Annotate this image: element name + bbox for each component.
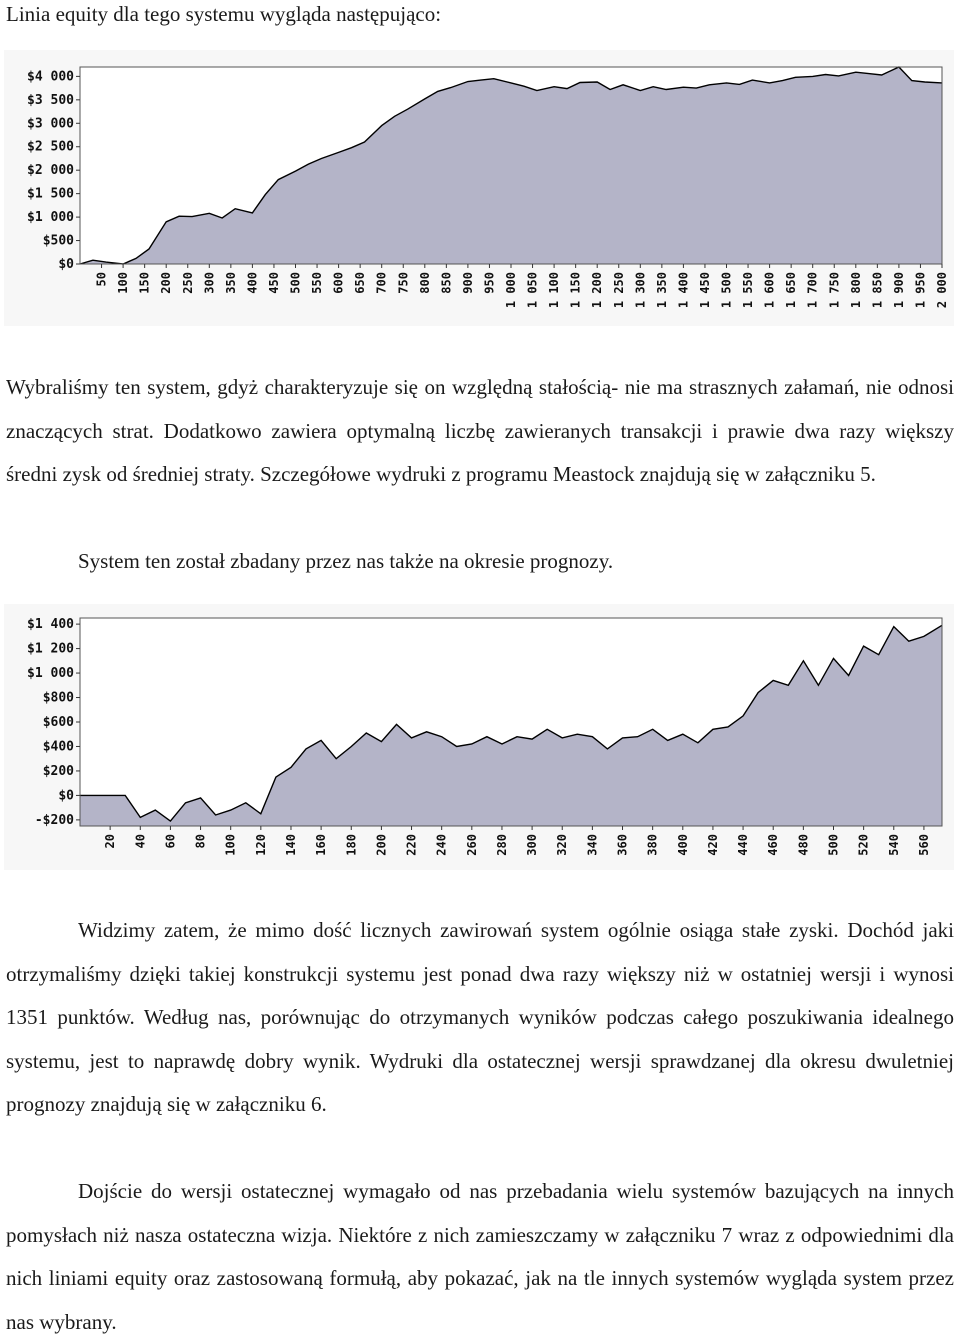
x-tick-label: 300: [202, 272, 217, 294]
y-tick-label: $2 000: [27, 163, 74, 179]
x-tick-label: 1 550: [741, 272, 756, 309]
x-tick-label: 480: [796, 834, 811, 856]
y-tick-label: $0: [58, 257, 74, 272]
x-tick-label: 1 400: [676, 272, 691, 309]
paragraph-3: Widzimy zatem, że mimo dość licznych zawirowań system ogólnie osiąga stałe zyski. Dochód jaki otrzymaliśmy dzięki takiej konstrukcji systemu jest ponad dwa razy większy niż w ostatniej wersji i wynosi 1351 punktów. Według nas, porównując do otrzymanych wyników podczas całego poszukiwania idealnego systemu, jest to naprawdę dobry wynik. Wydruki dla ostatecznej wersji sprawdzanej dla okresu dwuletniej prognozy znajdują się w załączniku 6.: [6, 918, 954, 1116]
x-tick-label: 100: [223, 834, 238, 856]
y-tick-label: $1 500: [27, 186, 74, 202]
x-tick-label: 1 750: [827, 272, 842, 309]
x-tick-label: 850: [439, 272, 454, 294]
x-tick-label: 380: [645, 834, 660, 856]
x-tick-label: 100: [116, 272, 131, 294]
y-tick-label: $600: [42, 715, 74, 730]
paragraph-1: Wybraliśmy ten system, gdyż charakteryzuje się on względną stałością- nie ma strasznych załamań, nie odnosi znaczących strat. Dodatkowo zawiera optymalną liczbę zawieranych transakcji i prawie dwa razy większy średni zysk od średniej straty. Szczegółowe wydruki z programu Meastock znajdują się w załączniku 5.: [6, 375, 954, 486]
x-tick-label: 400: [675, 834, 690, 856]
y-tick-label: $1 000: [27, 666, 74, 682]
equity-chart-1: [4, 50, 954, 326]
x-tick-label: 500: [288, 272, 303, 294]
x-tick-label: 750: [396, 272, 411, 294]
x-tick-label: 180: [344, 834, 359, 856]
x-tick-label: 420: [705, 834, 720, 856]
heading: Linia equity dla tego systemu wygląda następująco:: [6, 2, 442, 26]
x-tick-label: 1 050: [525, 272, 540, 309]
x-tick-label: 80: [193, 834, 208, 849]
x-tick-label: 250: [180, 272, 195, 294]
x-tick-label: 540: [886, 834, 901, 856]
y-tick-label: $4 000: [27, 69, 74, 85]
x-tick-label: 1 800: [848, 272, 863, 309]
x-tick-label: 650: [353, 272, 368, 294]
x-tick-label: 400: [245, 272, 260, 294]
x-tick-label: 1 200: [590, 272, 605, 309]
y-tick-label: $800: [42, 690, 74, 706]
x-tick-label: 1 650: [784, 272, 799, 309]
y-tick-label: $0: [58, 788, 74, 804]
x-tick-label: 50: [94, 272, 109, 287]
x-tick-label: 20: [103, 834, 118, 849]
x-tick-label: 500: [826, 834, 841, 856]
x-tick-label: 1 300: [633, 272, 648, 309]
x-tick-label: 1 450: [697, 272, 712, 309]
x-tick-label: 950: [482, 272, 497, 294]
equity-chart-1-svg: [4, 50, 954, 326]
x-tick-label: 520: [856, 834, 871, 856]
paragraph-2: System ten został zbadany przez nas także na okresie prognozy.: [78, 549, 614, 573]
x-tick-label: 900: [460, 272, 475, 294]
x-tick-label: 200: [159, 272, 174, 294]
x-tick-label: 40: [133, 834, 148, 849]
y-tick-label: $1 200: [27, 641, 74, 657]
x-tick-label: 1 600: [762, 272, 777, 309]
equity-chart-2: [4, 604, 954, 870]
x-tick-label: 2 000: [935, 272, 949, 309]
x-tick-label: 1 100: [547, 272, 562, 309]
x-tick-label: 280: [494, 834, 509, 856]
x-tick-label: 1 000: [504, 272, 518, 309]
x-tick-label: 1 900: [891, 272, 906, 309]
x-tick-label: 340: [585, 834, 600, 856]
x-tick-label: 350: [223, 272, 238, 294]
x-tick-label: 1 500: [719, 272, 734, 309]
x-tick-label: 1 950: [913, 272, 928, 309]
x-tick-label: 60: [163, 834, 178, 849]
x-tick-label: 550: [310, 272, 325, 294]
y-tick-label: $3 500: [27, 92, 74, 108]
x-tick-label: 150: [137, 272, 152, 294]
x-tick-label: 260: [464, 834, 479, 856]
y-tick-label: $1 000: [27, 210, 74, 226]
x-tick-label: 460: [766, 834, 781, 856]
x-tick-label: 160: [314, 834, 329, 856]
x-tick-label: 1 850: [870, 272, 885, 309]
x-tick-label: 700: [374, 272, 389, 294]
x-tick-label: 120: [253, 834, 268, 856]
x-tick-label: 1 250: [611, 272, 626, 309]
x-tick-label: 600: [331, 272, 346, 294]
x-tick-label: 200: [374, 834, 389, 856]
x-tick-label: 240: [434, 834, 449, 856]
y-tick-label: $200: [42, 763, 74, 779]
x-tick-label: 300: [525, 834, 540, 856]
equity-chart-2-svg: [4, 604, 954, 870]
x-tick-label: 450: [266, 272, 281, 294]
y-tick-label: $500: [42, 233, 74, 249]
x-tick-label: 360: [615, 834, 630, 856]
x-tick-label: 1 350: [654, 272, 669, 309]
y-tick-label: $3 000: [27, 116, 74, 132]
x-tick-label: 140: [283, 834, 298, 856]
x-tick-label: 1 700: [805, 272, 820, 309]
y-tick-label: $400: [42, 739, 74, 755]
y-tick-label: $2 500: [27, 139, 74, 155]
x-tick-label: 220: [404, 834, 419, 856]
x-tick-label: 320: [555, 834, 570, 856]
paragraph-4: Dojście do wersji ostatecznej wymagało od nas przebadania wielu systemów bazujących na innych pomysłach niż nasza ostateczna wizja. Niektóre z nich zamieszczamy w załączniku 7 wraz z odpowiednimi dla nich liniami equity oraz zastosowaną formułą, aby pokazać, jak na tle innych systemów wygląda system przez nas wybrany.: [6, 1179, 954, 1334]
y-tick-label: -$200: [34, 812, 74, 828]
x-tick-label: 560: [916, 834, 931, 856]
x-tick-label: 1 150: [568, 272, 583, 309]
x-tick-label: 800: [417, 272, 432, 294]
y-tick-label: $1 400: [27, 617, 74, 633]
x-tick-label: 440: [736, 834, 751, 856]
